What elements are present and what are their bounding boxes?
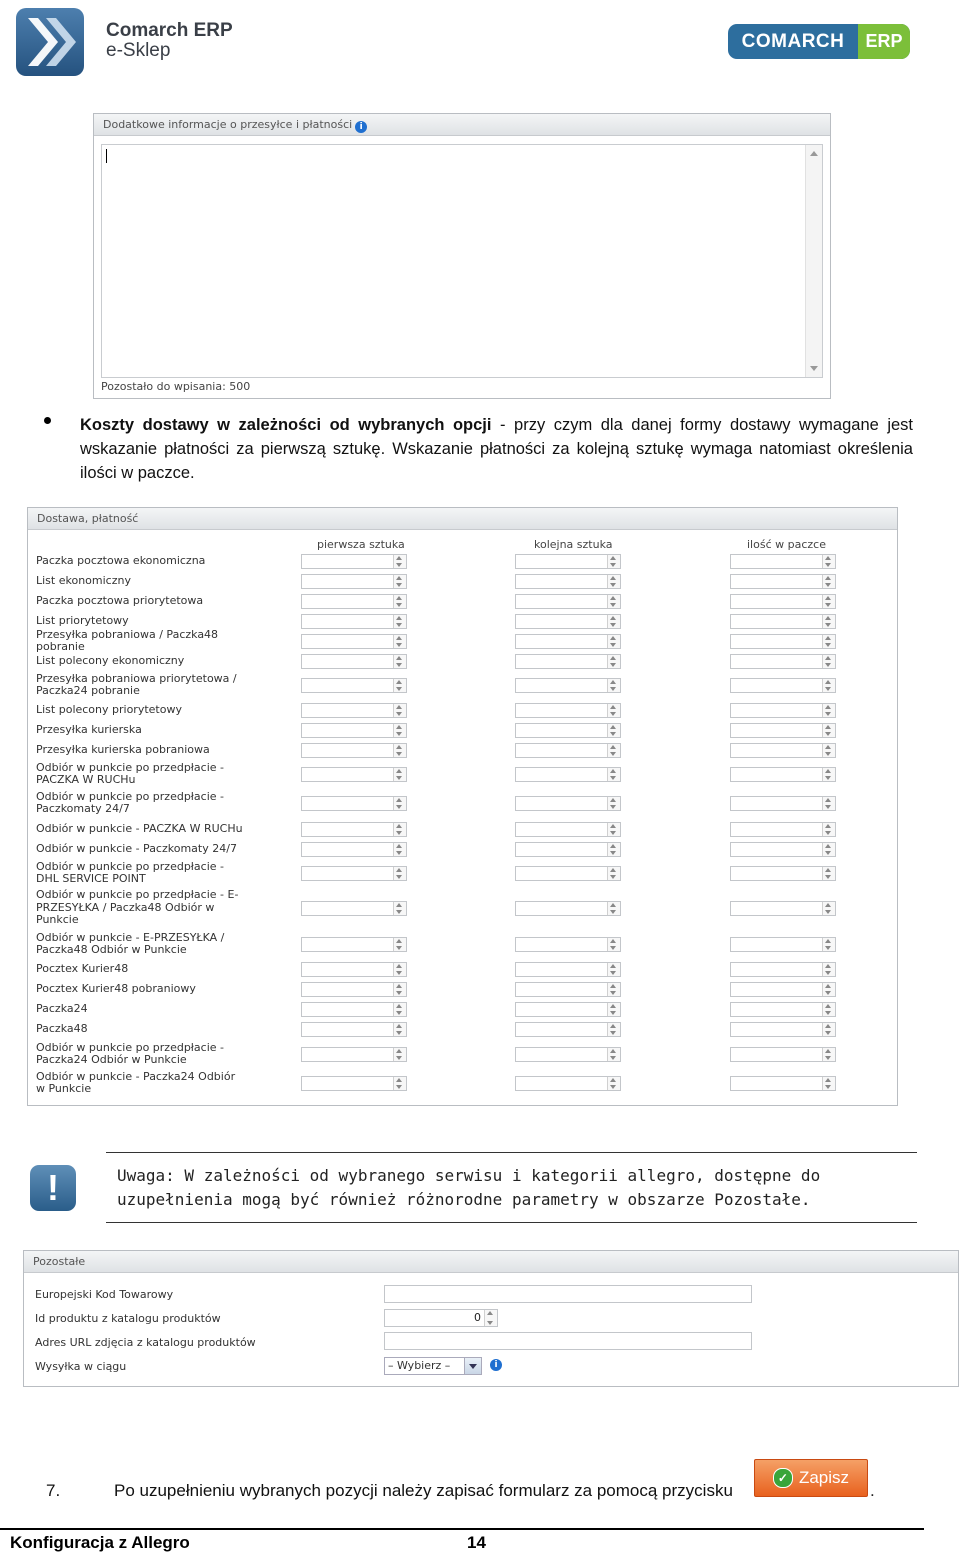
stepper-arrows-icon[interactable] (822, 938, 835, 951)
qty-in-package-stepper[interactable] (730, 842, 836, 857)
image-url-input[interactable] (384, 1332, 752, 1350)
first-item-price-stepper[interactable] (301, 962, 407, 977)
stepper-arrows-icon[interactable] (393, 1023, 406, 1036)
qty-in-package-stepper[interactable] (730, 703, 836, 718)
delivery-row-label: Paczka24 (36, 1001, 88, 1015)
chevron-logo-icon (16, 8, 84, 76)
delivery-row-label: Paczka pocztowa ekonomiczna (36, 553, 206, 567)
delivery-row-label: Przesyłka pobraniowa / Paczka48 pobranie (36, 627, 219, 653)
stepper-arrows-icon[interactable] (607, 823, 620, 836)
stepper-arrows-icon[interactable] (393, 843, 406, 856)
delivery-row-label: Paczka48 (36, 1021, 88, 1035)
stepper-arrows-icon[interactable] (393, 555, 406, 568)
shipping-within-selected: – Wybierz – (388, 1359, 451, 1372)
stepper-arrows-icon[interactable] (393, 1003, 406, 1016)
stepper-arrows-icon[interactable] (607, 679, 620, 692)
product-id-value: 0 (474, 1311, 481, 1324)
stepper-arrows-icon[interactable] (822, 635, 835, 648)
qty-in-package-stepper[interactable] (730, 767, 836, 782)
delivery-row-label: Pocztex Kurier48 pobraniowy (36, 981, 196, 995)
stepper-arrows-icon[interactable] (607, 1048, 620, 1061)
qty-in-package-stepper[interactable] (730, 937, 836, 952)
first-item-price-stepper[interactable] (301, 594, 407, 609)
stepper-arrows-icon[interactable] (822, 902, 835, 915)
delivery-row-label: Odbiór w punkcie - Paczka24 Odbiór w Punkcie (36, 1069, 236, 1095)
stepper-arrows-icon[interactable] (607, 963, 620, 976)
textarea-scrollbar[interactable] (805, 145, 822, 377)
qty-in-package-stepper[interactable] (730, 678, 836, 693)
stepper-arrows-icon[interactable] (822, 963, 835, 976)
qty-in-package-stepper[interactable] (730, 1002, 836, 1017)
first-item-price-stepper[interactable] (301, 554, 407, 569)
qty-in-package-stepper[interactable] (730, 743, 836, 758)
first-item-price-stepper[interactable] (301, 1076, 407, 1091)
column-qty-in-package: ilość w paczce (747, 538, 826, 551)
delivery-row-label: List polecony priorytetowy (36, 702, 182, 716)
product-subtitle: e-Sklep (106, 40, 171, 61)
qty-in-package-stepper[interactable] (730, 901, 836, 916)
bullet-icon (44, 417, 51, 424)
first-item-price-stepper[interactable] (301, 574, 407, 589)
delivery-row-label: List priorytetowy (36, 613, 129, 627)
stepper-arrows-icon[interactable] (393, 963, 406, 976)
product-id-label: Id produktu z katalogu produktów (35, 1312, 221, 1325)
qty-in-package-stepper[interactable] (730, 982, 836, 997)
delivery-payment-header: Dostawa, płatność (28, 508, 897, 530)
stepper-arrows-icon[interactable] (822, 1048, 835, 1061)
first-item-price-stepper[interactable] (301, 842, 407, 857)
delivery-row-label: List ekonomiczny (36, 573, 131, 587)
next-item-price-stepper[interactable] (515, 594, 621, 609)
first-item-price-stepper[interactable] (301, 1002, 407, 1017)
comarch-erp-brand (728, 24, 910, 59)
step-trailing-period: . (870, 1481, 875, 1500)
stepper-arrows-icon[interactable] (393, 983, 406, 996)
product-id-stepper[interactable] (384, 1309, 498, 1327)
stepper-arrows-icon[interactable] (607, 768, 620, 781)
first-item-price-stepper[interactable] (301, 614, 407, 629)
delivery-row-label: Pocztex Kurier48 (36, 961, 129, 975)
stepper-arrows-icon[interactable] (393, 1077, 406, 1090)
stepper-arrows-icon[interactable] (822, 867, 835, 880)
image-url-label: Adres URL zdjęcia z katalogu produktów (35, 1336, 256, 1349)
stepper-arrows-icon[interactable] (607, 1023, 620, 1036)
shipping-info-title: Dodatkowe informacje o przesyłce i płatności (103, 118, 353, 131)
qty-in-package-stepper[interactable] (730, 574, 836, 589)
stepper-arrows-icon[interactable] (393, 744, 406, 757)
stepper-arrows-icon[interactable] (822, 615, 835, 628)
qty-in-package-stepper[interactable] (730, 796, 836, 811)
stepper-arrows-icon[interactable] (607, 1003, 620, 1016)
delivery-row-label: Przesyłka kurierska (36, 722, 142, 736)
warning-exclamation-icon: ! (30, 1165, 76, 1211)
column-next-item: kolejna sztuka (534, 538, 613, 551)
info-icon[interactable]: i (355, 121, 367, 133)
first-item-price-stepper[interactable] (301, 796, 407, 811)
stepper-arrows-icon[interactable] (393, 679, 406, 692)
stepper-arrows-icon[interactable] (822, 724, 835, 737)
qty-in-package-stepper[interactable] (730, 962, 836, 977)
qty-in-package-stepper[interactable] (730, 822, 836, 837)
next-item-price-stepper[interactable] (515, 962, 621, 977)
stepper-arrows-icon[interactable] (393, 1048, 406, 1061)
brand-name: COMARCH (741, 30, 845, 52)
image-url-value (385, 1338, 388, 1351)
step-text: Po uzupełnieniu wybranych pozycji należy zapisać formularz za pomocą przycisku (114, 1481, 733, 1500)
paragraph-text: - przy czym dla danej formy dostawy wymagane jest wskazanie płatności za pierwszą sztukę. Wskazanie płatności za kolejną sztukę wymaga natomiast określenia ilości w paczce. (80, 416, 913, 482)
first-item-price-stepper[interactable] (301, 703, 407, 718)
stepper-arrows-icon[interactable] (822, 1003, 835, 1016)
shipping-info-header (94, 114, 830, 136)
column-first-item: pierwsza sztuka (317, 538, 405, 551)
next-item-price-stepper[interactable] (515, 554, 621, 569)
delivery-row-label: Paczka pocztowa priorytetowa (36, 593, 204, 607)
next-item-price-stepper[interactable] (515, 678, 621, 693)
first-item-price-stepper[interactable] (301, 678, 407, 693)
scroll-down-icon[interactable] (810, 366, 818, 371)
note-top-rule (106, 1152, 917, 1153)
qty-in-package-stepper[interactable] (730, 866, 836, 881)
stepper-arrows-icon[interactable] (822, 768, 835, 781)
save-button-label: Zapisz (798, 1468, 850, 1487)
stepper-arrows-icon[interactable] (393, 797, 406, 810)
stepper-arrows-icon[interactable] (607, 635, 620, 648)
stepper-arrows-icon[interactable] (822, 595, 835, 608)
scroll-up-icon[interactable] (810, 151, 818, 156)
next-item-price-stepper[interactable] (515, 1022, 621, 1037)
qty-in-package-stepper[interactable] (730, 1022, 836, 1037)
stepper-arrows-icon[interactable] (393, 704, 406, 717)
note-bottom-rule (106, 1222, 917, 1223)
stepper-arrows-icon[interactable] (607, 655, 620, 668)
first-item-price-stepper[interactable] (301, 767, 407, 782)
stepper-arrows-icon[interactable] (607, 555, 620, 568)
stepper-arrows-icon[interactable] (822, 704, 835, 717)
stepper-arrows-icon[interactable] (607, 797, 620, 810)
stepper-arrows-icon[interactable] (822, 823, 835, 836)
next-item-price-stepper[interactable] (515, 1076, 621, 1091)
stepper-arrows-icon[interactable] (607, 575, 620, 588)
next-item-price-stepper[interactable] (515, 1002, 621, 1017)
next-item-price-stepper[interactable] (515, 982, 621, 997)
checkmark-icon: ✓ (773, 1468, 793, 1488)
stepper-arrows-icon[interactable] (822, 1077, 835, 1090)
next-item-price-stepper[interactable] (515, 703, 621, 718)
next-item-price-stepper[interactable] (515, 767, 621, 782)
stepper-arrows-icon[interactable] (393, 724, 406, 737)
next-item-price-stepper[interactable] (515, 842, 621, 857)
first-item-price-stepper[interactable] (301, 1047, 407, 1062)
delivery-row-label: Odbiór w punkcie po przedpłacie - Paczka24 Odbiór w Punkcie (36, 1040, 225, 1066)
first-item-price-stepper[interactable] (301, 982, 407, 997)
next-item-price-stepper[interactable] (515, 901, 621, 916)
first-item-price-stepper[interactable] (301, 743, 407, 758)
delivery-row-label: Odbiór w punkcie - E-PRZESYŁKA / Paczka48 Odbiór w Punkcie (36, 930, 225, 956)
stepper-arrows-icon[interactable] (393, 595, 406, 608)
delivery-cost-paragraph (80, 413, 913, 485)
next-item-price-stepper[interactable] (515, 1047, 621, 1062)
shipping-info-panel (93, 113, 831, 399)
chevron-down-icon[interactable] (464, 1358, 481, 1374)
product-title: Comarch ERP (106, 20, 233, 41)
delivery-row-label: Przesyłka pobraniowa priorytetowa / Paczka24 pobranie (36, 671, 237, 697)
next-item-price-stepper[interactable] (515, 654, 621, 669)
first-item-price-stepper[interactable] (301, 1022, 407, 1037)
stepper-arrows-icon[interactable] (822, 575, 835, 588)
save-button[interactable] (754, 1459, 868, 1497)
stepper-arrows-icon[interactable] (822, 655, 835, 668)
comarch-logo-mark (16, 8, 84, 76)
delivery-payment-panel (27, 507, 898, 1106)
shipping-within-label: Wysyłka w ciągu (35, 1360, 127, 1373)
qty-in-package-stepper[interactable] (730, 723, 836, 738)
stepper-arrows-icon[interactable] (607, 724, 620, 737)
stepper-arrows-icon[interactable] (822, 843, 835, 856)
stepper-arrows-icon[interactable] (607, 595, 620, 608)
footer-rule (0, 1528, 924, 1530)
stepper-arrows-icon[interactable] (393, 902, 406, 915)
delivery-row-label: Odbiór w punkcie po przedpłacie - DHL SERVICE POINT (36, 859, 225, 885)
delivery-row-label: Odbiór w punkcie po przedpłacie - PACZKA W RUCHu (36, 760, 225, 786)
remaining-chars-label: Pozostało do wpisania: 500 (101, 380, 251, 393)
qty-in-package-stepper[interactable] (730, 594, 836, 609)
footer-section-title: Konfiguracja z Allegro (10, 1533, 190, 1552)
info-icon[interactable]: i (490, 1359, 502, 1371)
delivery-row-label: Odbiór w punkcie po przedpłacie - Paczkomaty 24/7 (36, 789, 225, 815)
stepper-arrows-icon[interactable] (607, 615, 620, 628)
first-item-price-stepper[interactable] (301, 901, 407, 916)
stepper-arrows-icon[interactable] (822, 679, 835, 692)
stepper-arrows-icon[interactable] (822, 1023, 835, 1036)
stepper-arrows-icon[interactable] (393, 655, 406, 668)
other-params-panel (23, 1250, 959, 1387)
delivery-row-label: Odbiór w punkcie - Paczkomaty 24/7 (36, 841, 237, 855)
stepper-arrows-icon[interactable] (393, 575, 406, 588)
text-caret (106, 149, 107, 163)
stepper-arrows-icon[interactable] (607, 902, 620, 915)
other-params-header: Pozostałe (24, 1251, 958, 1273)
stepper-arrows-icon[interactable] (822, 797, 835, 810)
qty-in-package-stepper[interactable] (730, 654, 836, 669)
stepper-arrows-icon[interactable] (607, 744, 620, 757)
ean-value (385, 1291, 388, 1304)
delivery-row-label: Odbiór w punkcie po przedpłacie - E-PRZESYŁKA / Paczka48 Odbiór w Punkcie (36, 888, 239, 926)
qty-in-package-stepper[interactable] (730, 1047, 836, 1062)
delivery-row-label: List polecony ekonomiczny (36, 653, 185, 667)
stepper-arrows-icon[interactable] (822, 555, 835, 568)
stepper-arrows-icon[interactable] (393, 768, 406, 781)
first-item-price-stepper[interactable] (301, 723, 407, 738)
next-item-price-stepper[interactable] (515, 614, 621, 629)
step-number: 7. (46, 1481, 61, 1500)
stepper-arrows-icon[interactable] (607, 867, 620, 880)
stepper-arrows-icon[interactable] (607, 938, 620, 951)
stepper-arrows-icon[interactable] (607, 1077, 620, 1090)
qty-in-package-stepper[interactable] (730, 1076, 836, 1091)
next-item-price-stepper[interactable] (515, 743, 621, 758)
note-text: Uwaga: W zależności od wybranego serwisu i kategorii allegro, dostępne do uzupełnienia mogą być również różnorodne parametry w obszarze Pozostałe. (117, 1166, 821, 1209)
next-item-price-stepper[interactable] (515, 723, 621, 738)
page-number: 14 (467, 1533, 486, 1552)
next-item-price-stepper[interactable] (515, 822, 621, 837)
stepper-arrows-icon[interactable] (393, 823, 406, 836)
next-item-price-stepper[interactable] (515, 634, 621, 649)
qty-in-package-stepper[interactable] (730, 614, 836, 629)
stepper-arrows-icon[interactable] (607, 704, 620, 717)
first-item-price-stepper[interactable] (301, 634, 407, 649)
next-item-price-stepper[interactable] (515, 796, 621, 811)
stepper-arrows-icon[interactable] (607, 983, 620, 996)
shipping-info-textarea[interactable] (101, 144, 823, 378)
brand-badge: ERP (858, 24, 910, 59)
first-item-price-stepper[interactable] (301, 937, 407, 952)
stepper-arrows-icon[interactable] (822, 983, 835, 996)
first-item-price-stepper[interactable] (301, 822, 407, 837)
delivery-row-label: Przesyłka kurierska pobraniowa (36, 742, 210, 756)
shipping-within-select[interactable] (384, 1357, 482, 1375)
delivery-row-label: Odbiór w punkcie - PACZKA W RUCHu (36, 821, 243, 835)
stepper-arrows-icon[interactable] (393, 867, 406, 880)
stepper-arrows-icon[interactable] (822, 744, 835, 757)
stepper-arrows-icon[interactable] (393, 635, 406, 648)
stepper-arrows-icon[interactable] (484, 1310, 497, 1326)
next-item-price-stepper[interactable] (515, 866, 621, 881)
ean-input[interactable] (384, 1285, 752, 1303)
ean-label: Europejski Kod Towarowy (35, 1288, 174, 1301)
first-item-price-stepper[interactable] (301, 654, 407, 669)
qty-in-package-stepper[interactable] (730, 554, 836, 569)
stepper-arrows-icon[interactable] (607, 843, 620, 856)
next-item-price-stepper[interactable] (515, 937, 621, 952)
qty-in-package-stepper[interactable] (730, 634, 836, 649)
stepper-arrows-icon[interactable] (393, 938, 406, 951)
next-item-price-stepper[interactable] (515, 574, 621, 589)
first-item-price-stepper[interactable] (301, 866, 407, 881)
paragraph-lead: Koszty dostawy w zależności od wybranych opcji (80, 416, 492, 434)
stepper-arrows-icon[interactable] (393, 615, 406, 628)
